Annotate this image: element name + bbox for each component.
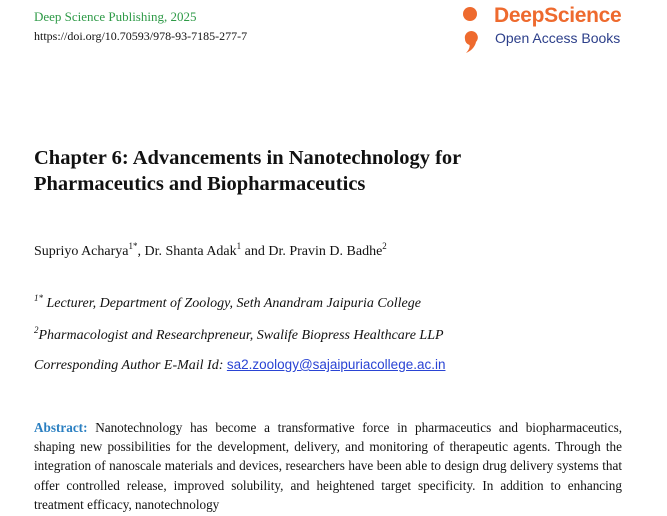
author-name: Dr. Shanta Adak <box>144 244 237 259</box>
abstract-text: Nanotechnology has become a transformative force in pharmaceutics and biopharmaceutics, shaping new possibilities for the development, delivery, and monitoring of therapeutic agents. Through the integration of nanoscale materials and devices, researchers have been able to design drug delivery systems that offer controlled release, improved solubility, and heightened target specificity. In addition to enhancing treatment efficacy, nanotechnology <box>34 420 622 512</box>
abstract-paragraph <box>34 418 622 514</box>
author-separator: and <box>241 244 269 259</box>
comma-drop-logo-icon <box>461 6 481 54</box>
publisher-name: Deep Science Publishing, 2025 <box>34 9 197 24</box>
logo-brand-text: DeepScience <box>494 4 622 27</box>
publisher-logo <box>461 4 651 54</box>
corresponding-email-link[interactable]: sa2.zoology@sajaipuriacollege.ac.in <box>226 357 446 372</box>
chapter-title-line-1: Chapter 6: Advancements in Nanotechnology for <box>34 147 462 169</box>
author-separator: , <box>137 244 145 259</box>
affiliation-2 <box>34 325 444 344</box>
chapter-title-line-2: Pharmaceutics and Biopharmaceutics <box>34 173 366 195</box>
corresponding-author-label: Corresponding Author E-Mail Id: <box>34 358 227 373</box>
author-name: Supriyo Acharya <box>34 244 129 259</box>
abstract-label: Abstract: <box>34 420 88 435</box>
affiliation-text: Lecturer, Department of Zoology, Seth Anandram Jaipuria College <box>43 296 421 311</box>
author-name: Dr. Pravin D. Badhe <box>268 244 383 259</box>
author-affiliation-marker: 1 <box>236 241 242 251</box>
corresponding-author <box>34 357 445 374</box>
affiliation-marker: 1* <box>34 293 43 303</box>
author-affiliation-marker: 1* <box>128 241 138 251</box>
affiliation-marker: 2 <box>34 325 39 335</box>
chapter-title <box>34 145 634 197</box>
affiliation-1 <box>34 293 421 312</box>
author-affiliation-marker: 2 <box>382 241 387 251</box>
doi-link[interactable]: https://doi.org/10.70593/978-93-7185-277-7 <box>34 29 248 43</box>
logo-tagline: Open Access Books <box>495 30 621 46</box>
author-list <box>34 241 387 260</box>
affiliation-text: Pharmacologist and Researchpreneur, Swalife Biopress Healthcare LLP <box>38 328 444 343</box>
